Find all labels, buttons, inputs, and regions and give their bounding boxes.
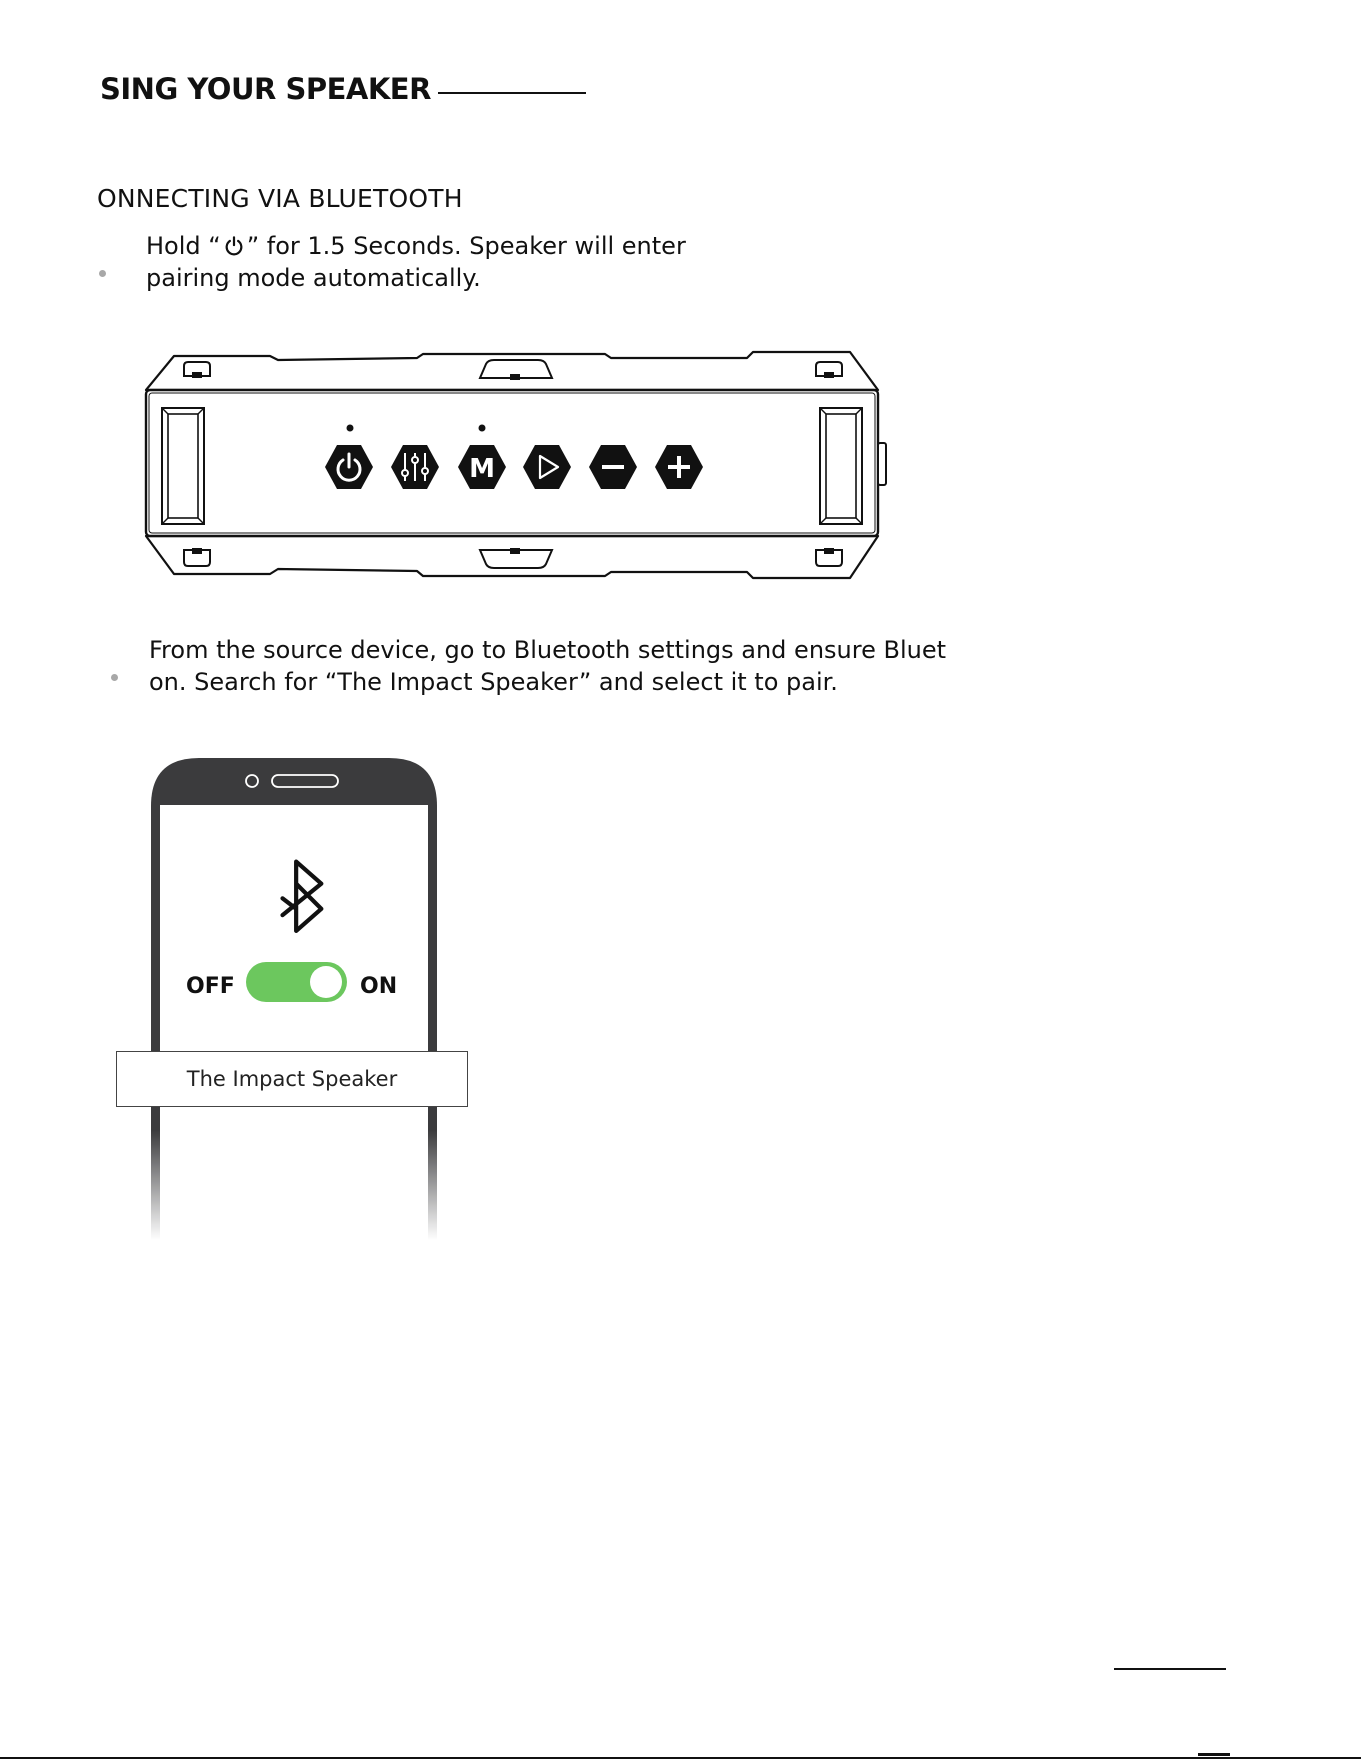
footer-rule <box>1114 1668 1226 1670</box>
header-rule <box>438 92 586 94</box>
step-1-line-1 <box>146 230 686 262</box>
speaker-foot-top-left <box>184 362 210 378</box>
power-icon <box>223 235 245 257</box>
step-2-line-1: From the source device, go to Bluetooth settings and ensure Bluet <box>149 636 946 664</box>
bullet-dot <box>111 674 118 681</box>
speaker-foot-top-center <box>480 360 552 380</box>
page-bottom-rule <box>0 1757 1361 1759</box>
toggle-off-label: OFF <box>186 974 235 999</box>
toggle-knob <box>310 966 342 998</box>
toggle-on-label: ON <box>360 974 398 999</box>
step-1-text-before: Hold “ <box>146 232 221 260</box>
speaker-foot-bottom-center <box>480 548 552 568</box>
bluetooth-toggle[interactable] <box>246 962 347 1002</box>
step-1-text <box>146 230 686 294</box>
phone-illustration <box>110 750 490 1240</box>
speaker-side-port <box>878 443 886 485</box>
speaker-handle-left <box>162 408 204 524</box>
section-title: ONNECTING VIA BLUETOOTH <box>97 184 463 213</box>
page-header: SING YOUR SPEAKER <box>100 72 431 106</box>
speaker-illustration <box>140 350 900 590</box>
step-1-line-2: pairing mode automatically. <box>146 264 481 292</box>
mode-indicator-led <box>479 425 486 432</box>
bullet-dot <box>99 270 106 277</box>
speaker-body <box>146 390 878 536</box>
speaker-foot-bottom-left <box>184 548 210 566</box>
page-bottom-tab <box>1198 1753 1230 1756</box>
step-2-line-2: on. Search for “The Impact Speaker” and select it to pair. <box>149 668 838 696</box>
power-indicator-led <box>347 425 354 432</box>
step-2-text <box>149 634 946 698</box>
device-name: The Impact Speaker <box>186 1067 398 1091</box>
speaker-foot-bottom-right <box>816 548 842 566</box>
device-list-item[interactable] <box>116 1051 468 1107</box>
speaker-handle-right <box>820 408 862 524</box>
speaker-foot-top-right <box>816 362 842 378</box>
phone-fade <box>140 1130 450 1240</box>
mode-button-label: M <box>469 454 495 484</box>
equalizer-icon <box>402 453 428 481</box>
step-1-text-after: ” for 1.5 Seconds. Speaker will enter <box>246 232 686 260</box>
